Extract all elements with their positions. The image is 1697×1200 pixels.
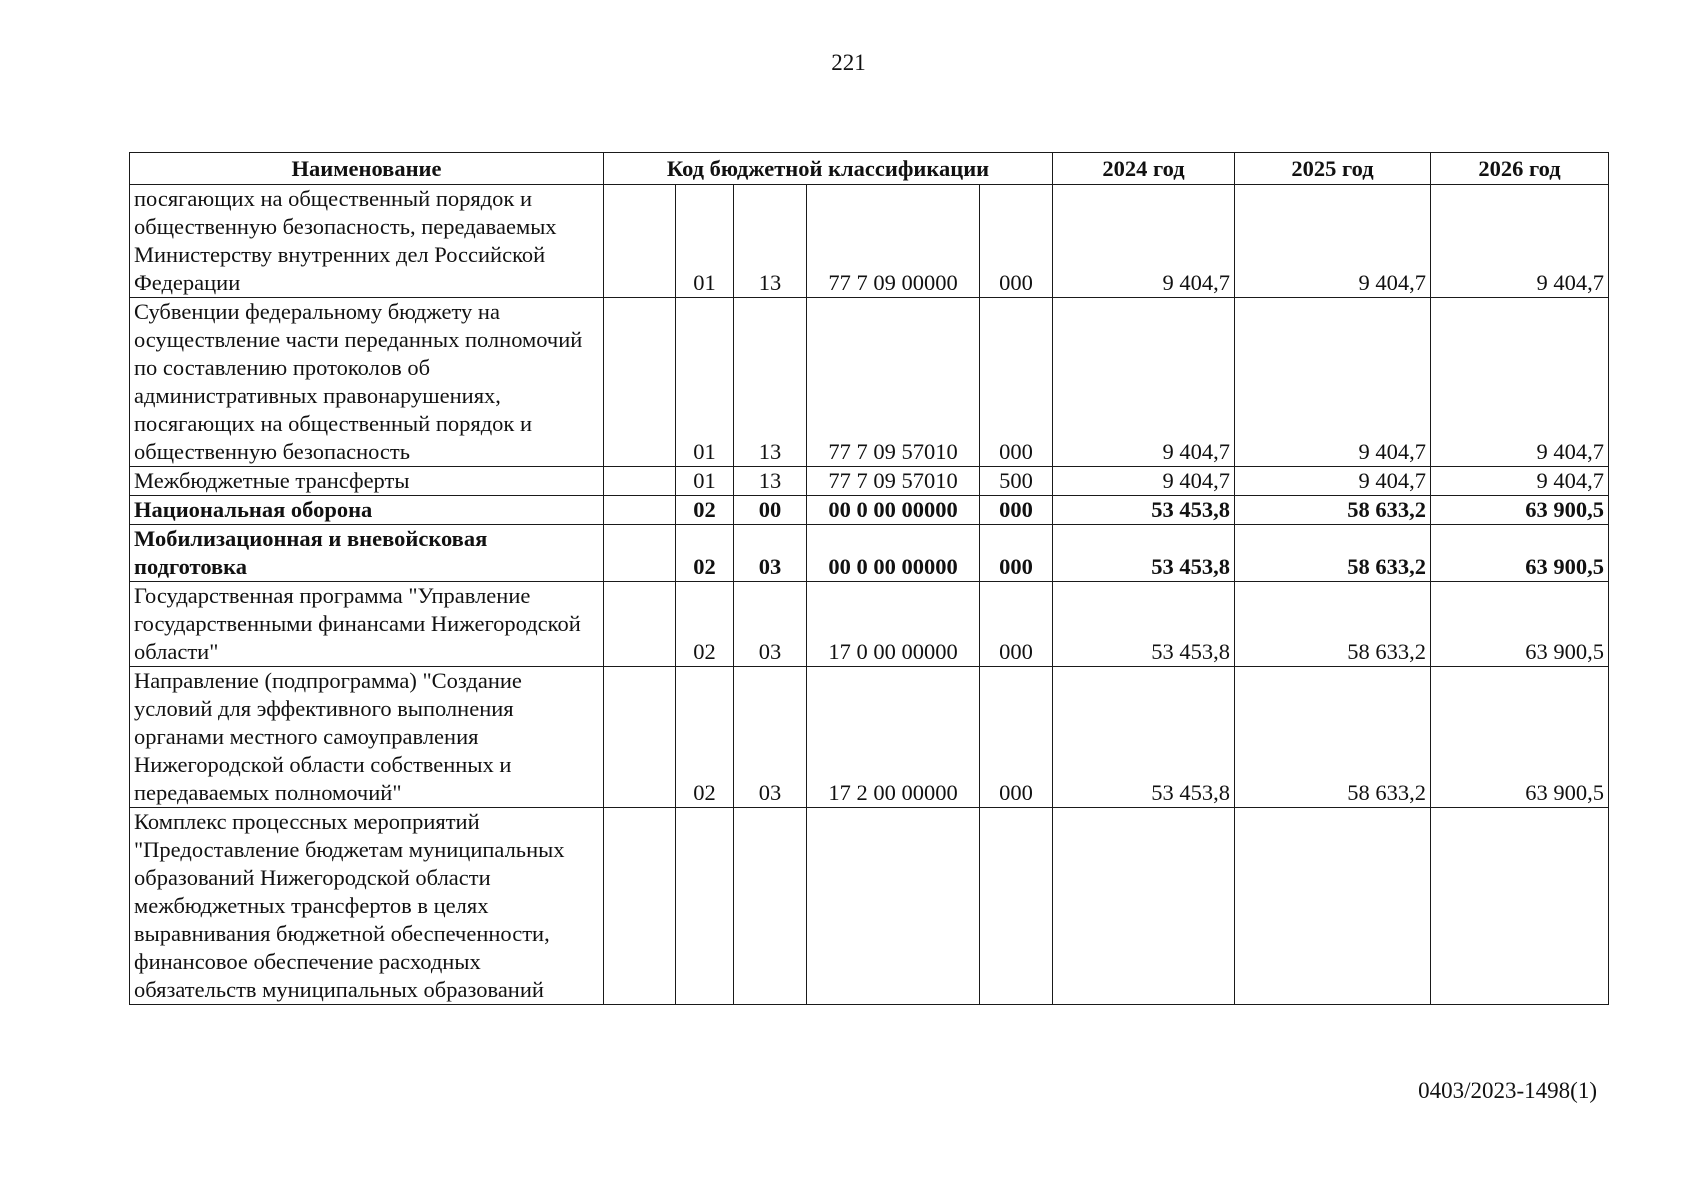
code-section: 02 — [676, 496, 734, 525]
code-expense-type: 500 — [980, 467, 1053, 496]
table-row — [130, 467, 1609, 496]
row-name: Комплекс процессных мероприятий "Предоставление бюджетам муниципальных образований Нижегородской области межбюджетных трансфертов в целях выравнивания бюджетной обеспеченности, финансовое обеспечение расходных обязательств муниципальных образований — [130, 808, 604, 1005]
code-subsection: 03 — [734, 667, 807, 808]
code-target: 17 2 00 00000 — [807, 667, 980, 808]
header-2026: 2026 год — [1431, 153, 1609, 185]
code-subsection: 13 — [734, 467, 807, 496]
table-row — [130, 667, 1609, 808]
value-2025: 58 633,2 — [1235, 582, 1431, 667]
code-subsection: 13 — [734, 185, 807, 298]
code-subsection — [734, 808, 807, 1005]
value-2026: 9 404,7 — [1431, 185, 1609, 298]
code-target: 77 7 09 57010 — [807, 467, 980, 496]
value-2025: 58 633,2 — [1235, 496, 1431, 525]
code-section: 02 — [676, 525, 734, 582]
code-target: 77 7 09 00000 — [807, 185, 980, 298]
code-expense-type: 000 — [980, 496, 1053, 525]
header-2025: 2025 год — [1235, 153, 1431, 185]
value-2024: 53 453,8 — [1053, 496, 1235, 525]
code-col-1 — [604, 298, 676, 467]
code-section: 02 — [676, 582, 734, 667]
code-subsection: 00 — [734, 496, 807, 525]
value-2026: 63 900,5 — [1431, 582, 1609, 667]
code-col-1 — [604, 582, 676, 667]
value-2024 — [1053, 808, 1235, 1005]
code-subsection: 03 — [734, 582, 807, 667]
code-col-1 — [604, 667, 676, 808]
table-header-row — [130, 153, 1609, 185]
code-expense-type — [980, 808, 1053, 1005]
code-target: 00 0 00 00000 — [807, 525, 980, 582]
value-2024: 53 453,8 — [1053, 582, 1235, 667]
code-subsection: 13 — [734, 298, 807, 467]
code-expense-type: 000 — [980, 298, 1053, 467]
row-name: Субвенции федеральному бюджету на осуществление части переданных полномочий по составлению протоколов об административных правонарушениях, посягающих на общественный порядок и общественную безопасность — [130, 298, 604, 467]
value-2026 — [1431, 808, 1609, 1005]
value-2026: 9 404,7 — [1431, 298, 1609, 467]
code-section — [676, 808, 734, 1005]
code-expense-type: 000 — [980, 525, 1053, 582]
value-2026: 9 404,7 — [1431, 467, 1609, 496]
code-col-1 — [604, 185, 676, 298]
code-target: 77 7 09 57010 — [807, 298, 980, 467]
row-name: Межбюджетные трансферты — [130, 467, 604, 496]
value-2025: 9 404,7 — [1235, 467, 1431, 496]
row-name: Направление (подпрограмма) "Создание условий для эффективного выполнения органами местного самоуправления Нижегородской области собственных и передаваемых полномочий" — [130, 667, 604, 808]
code-target — [807, 808, 980, 1005]
code-col-1 — [604, 525, 676, 582]
value-2024: 53 453,8 — [1053, 667, 1235, 808]
budget-table — [129, 152, 1609, 1005]
code-expense-type: 000 — [980, 582, 1053, 667]
page-number: 221 — [831, 50, 866, 75]
value-2024: 53 453,8 — [1053, 525, 1235, 582]
document-number: 0403/2023-1498(1) — [1418, 1078, 1597, 1103]
value-2025: 58 633,2 — [1235, 667, 1431, 808]
code-section: 02 — [676, 667, 734, 808]
value-2024: 9 404,7 — [1053, 467, 1235, 496]
code-expense-type: 000 — [980, 185, 1053, 298]
code-target: 17 0 00 00000 — [807, 582, 980, 667]
table-row — [130, 525, 1609, 582]
row-name: Мобилизационная и вневойсковая подготовка — [130, 525, 604, 582]
table-row — [130, 582, 1609, 667]
value-2025: 58 633,2 — [1235, 525, 1431, 582]
code-col-1 — [604, 496, 676, 525]
code-col-1 — [604, 467, 676, 496]
table-row — [130, 496, 1609, 525]
value-2025 — [1235, 808, 1431, 1005]
code-section: 01 — [676, 467, 734, 496]
value-2025: 9 404,7 — [1235, 298, 1431, 467]
value-2026: 63 900,5 — [1431, 667, 1609, 808]
code-section: 01 — [676, 298, 734, 467]
row-name: посягающих на общественный порядок и общественную безопасность, передаваемых Министерству внутренних дел Российской Федерации — [130, 185, 604, 298]
code-col-1 — [604, 808, 676, 1005]
row-name: Государственная программа "Управление государственными финансами Нижегородской области" — [130, 582, 604, 667]
code-section: 01 — [676, 185, 734, 298]
value-2025: 9 404,7 — [1235, 185, 1431, 298]
value-2024: 9 404,7 — [1053, 298, 1235, 467]
value-2026: 63 900,5 — [1431, 496, 1609, 525]
header-name: Наименование — [130, 153, 604, 185]
table-row — [130, 808, 1609, 1005]
code-subsection: 03 — [734, 525, 807, 582]
code-expense-type: 000 — [980, 667, 1053, 808]
value-2026: 63 900,5 — [1431, 525, 1609, 582]
value-2024: 9 404,7 — [1053, 185, 1235, 298]
header-code: Код бюджетной классификации — [604, 153, 1053, 185]
row-name: Национальная оборона — [130, 496, 604, 525]
table-row — [130, 298, 1609, 467]
code-target: 00 0 00 00000 — [807, 496, 980, 525]
table-row — [130, 185, 1609, 298]
header-2024: 2024 год — [1053, 153, 1235, 185]
